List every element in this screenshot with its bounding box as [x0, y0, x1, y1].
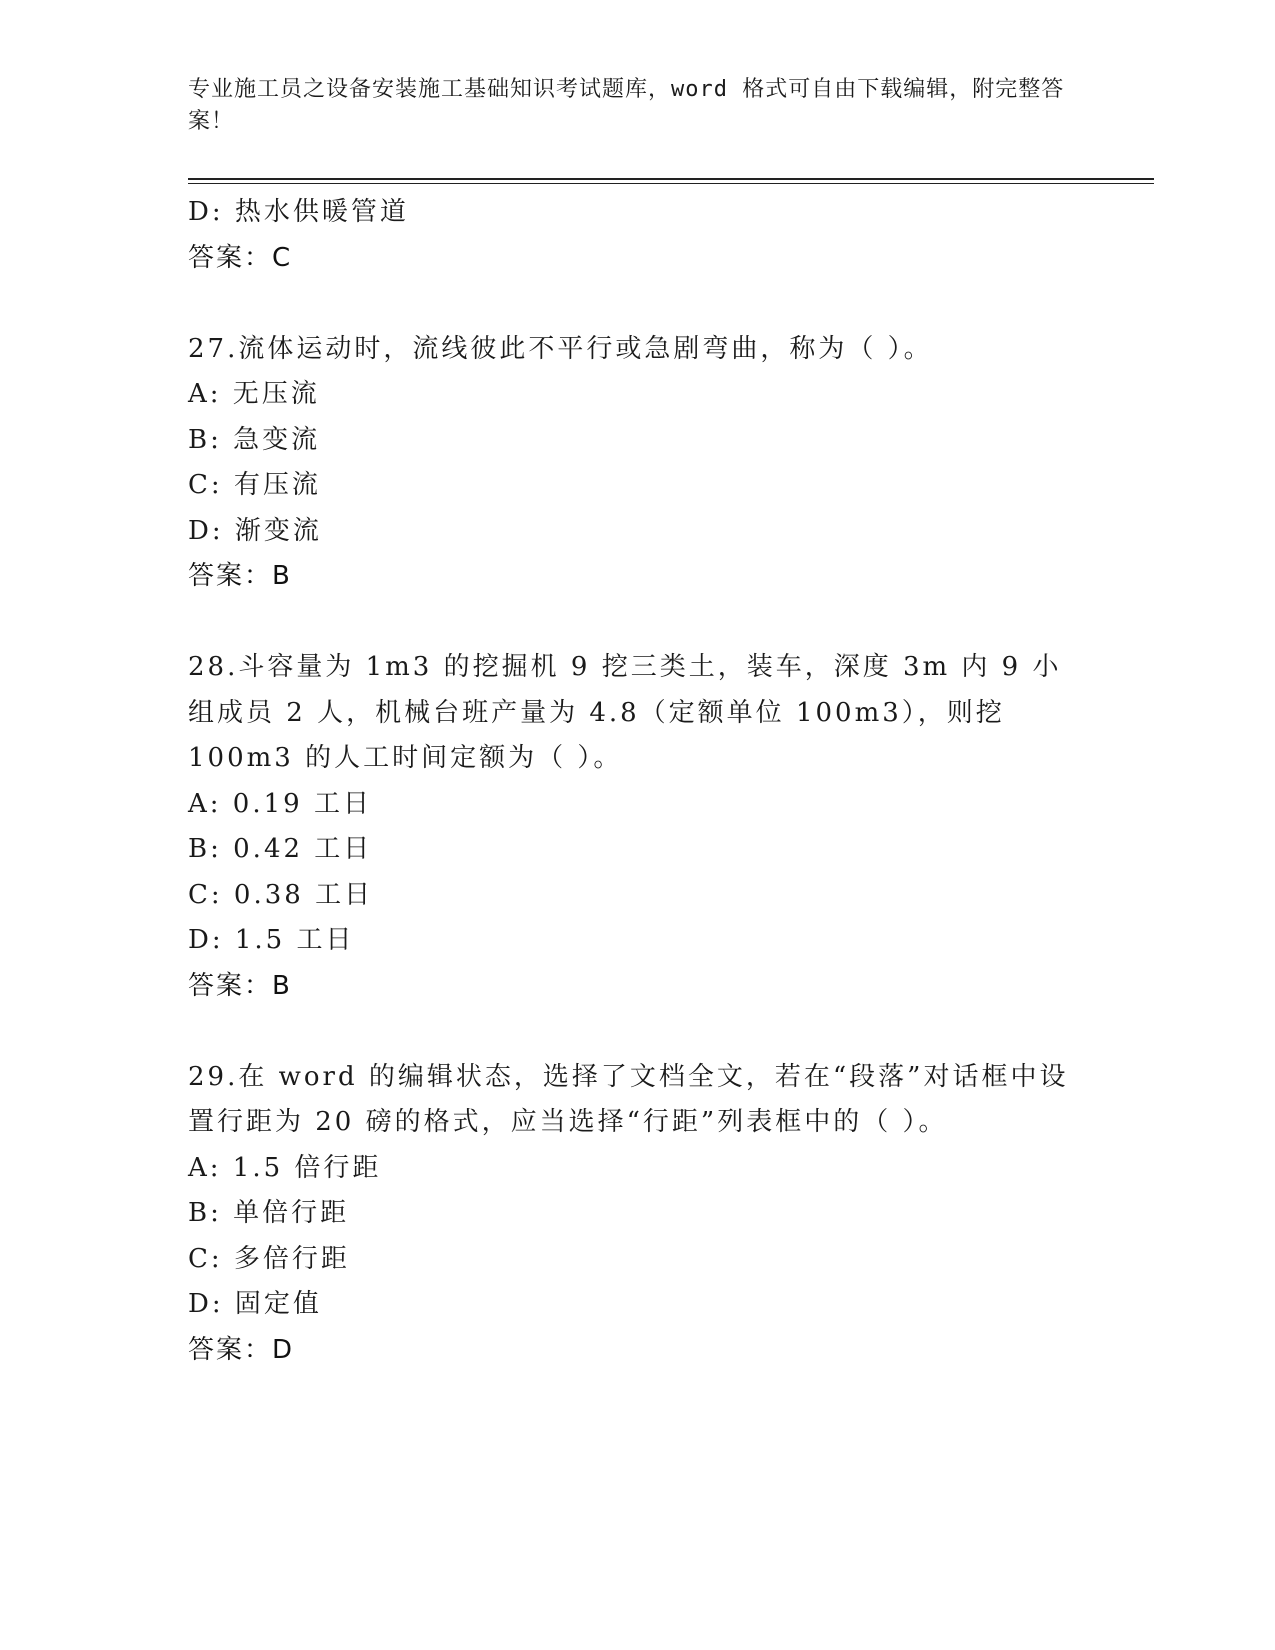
question-stem: 27.流体运动时，流线彼此不平行或急剧弯曲，称为（ ）。 — [188, 333, 933, 364]
question-29 — [188, 1055, 1078, 1374]
header-rule-thick — [188, 178, 1154, 180]
option-b: B: 急变流 — [188, 424, 321, 455]
answer: 答案：D — [188, 1334, 295, 1365]
header-note: 专业施工员之设备安装施工基础知识考试题库，word 格式可自由下载编辑，附完整答案！ — [188, 77, 1065, 134]
option-b: B: 单倍行距 — [188, 1198, 350, 1228]
question-stem: 28.斗容量为 1m3 的挖掘机 9 挖三类土，装车，深度 3m 内 9 小组成员 2 人，机械台班产量为 4.8（定额单位 100m3），则挖 100m3 的人工时间定额为（ ）。 — [188, 652, 1062, 773]
question-stem: 29.在 word 的编辑状态，选择了文档全文，若在“段落”对话框中设置行距为 20 磅的格式，应当选择“行距”列表框中的（ ）。 — [188, 1061, 1069, 1137]
option-d: D: 渐变流 — [188, 515, 322, 546]
answer: 答案：B — [188, 561, 292, 591]
option-c: C: 有压流 — [188, 470, 321, 500]
question-content — [188, 190, 1078, 1373]
option-a: A: 1.5 倍行距 — [188, 1152, 382, 1183]
option-a: A: 0.19 工日 — [188, 788, 372, 819]
question-27 — [188, 327, 1078, 600]
spacer — [188, 1009, 1078, 1055]
option-b: B: 0.42 工日 — [188, 834, 373, 864]
option-c: C: 多倍行距 — [188, 1243, 350, 1274]
option-a: A: 无压流 — [188, 379, 320, 409]
answer: 答案：B — [188, 970, 292, 1001]
spacer — [188, 600, 1078, 646]
header-rule-thin — [188, 183, 1154, 184]
carryover-answer: 答案：C — [188, 242, 293, 273]
option-c: C: 0.38 工日 — [188, 879, 374, 910]
carryover-option-d: D: 热水供暖管道 — [188, 197, 409, 227]
option-d: D: 固定值 — [188, 1289, 322, 1319]
option-d: D: 1.5 工日 — [188, 925, 355, 955]
spacer — [188, 281, 1078, 327]
question-28 — [188, 645, 1078, 1009]
